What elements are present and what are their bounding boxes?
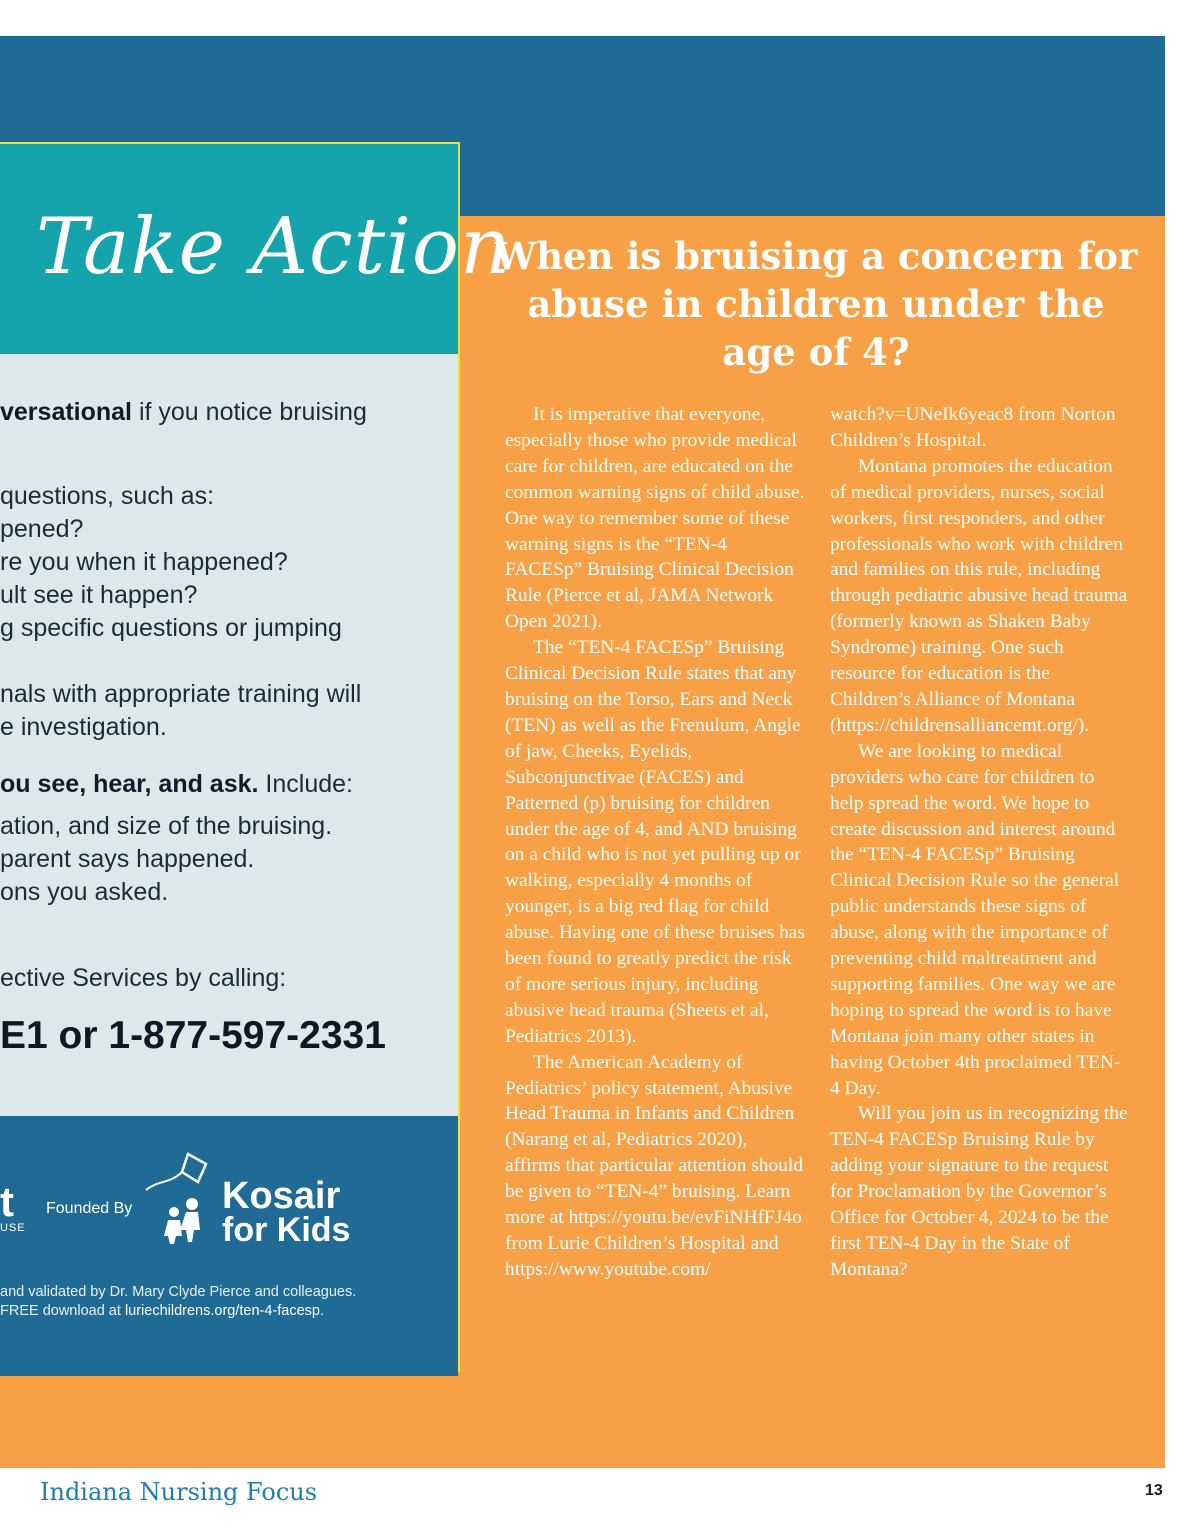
- card-line: ons you asked.: [0, 878, 169, 906]
- kosair-logo-line2: for Kids: [222, 1211, 351, 1249]
- partner-logo-subtext: USE: [0, 1222, 26, 1234]
- article-column-1: [505, 402, 805, 1283]
- article-paragraph: Will you join us in recognizing the TEN-4 FACESp Bruising Rule by adding your signature to the request for Proclamation by the Governor’s Office for October 4, 2024 to be the first TEN-4 Day in the State of Montana?: [830, 1103, 1128, 1280]
- card-line: questions, such as:: [0, 482, 215, 510]
- card-line: ective Services by calling:: [0, 964, 287, 992]
- kosair-logo-line1: Kosair: [222, 1175, 341, 1217]
- download-link[interactable]: luriechildrens.org/ten-4-facesp: [124, 1303, 320, 1319]
- article-column-2: [830, 402, 1130, 1283]
- card-line: pened?: [0, 515, 84, 543]
- card-line: e investigation.: [0, 713, 167, 741]
- card-line: ation, and size of the bruising.: [0, 812, 333, 840]
- publication-name: Indiana Nursing Focus: [40, 1478, 318, 1506]
- article-paragraph: It is imperative that everyone, especially those who provide medical care for children, are educated on the common warning signs of child abuse. One way to remember some of these warning signs is the “TEN-4 FACESp” Bruising Clinical Decision Rule (Pierce et al, JAMA Network Open 2021).: [505, 404, 805, 633]
- card-line: ou see, hear, and ask. Include:: [0, 770, 353, 798]
- kite-children-icon: [140, 1150, 222, 1246]
- footnote-download: FREE download at luriechildrens.org/ten-4-facesp.: [0, 1303, 325, 1319]
- card-title: Take Action: [36, 202, 512, 292]
- partner-logo-partial: t: [0, 1178, 14, 1225]
- article-paragraph: The “TEN-4 FACESp” Bruising Clinical Decision Rule states that any bruising on the Torso, Ears and Neck (TEN) as well as the Frenulum, Angle of jaw, Cheeks, Eyelids, Subconjunctivae (FACES) and Patterned (p) bruising for children under the age of 4, and AND bruising on a child who is not yet pulling up or walking, especially 4 months of younger, is a big red flag for child abuse. Having one of these bruises has been found to greatly predict the risk of more serious injury, including abusive head trauma (Sheets et al, Pediatrics 2013).: [505, 637, 805, 1047]
- page-number: 13: [1145, 1482, 1163, 1499]
- footnote-validation: and validated by Dr. Mary Clyde Pierce and colleagues.: [0, 1284, 357, 1300]
- card-line: nals with appropriate training will: [0, 680, 362, 708]
- article-title: When is bruising a concern for abuse in children under the age of 4?: [494, 234, 1138, 374]
- hotline-phone-number: E1 or 1-877-597-2331: [0, 1014, 386, 1057]
- card-line: parent says happened.: [0, 845, 255, 873]
- article-paragraph: The American Academy of Pediatrics’ policy statement, Abusive Head Trauma in Infants and Children (Narang et al, Pediatrics 2020), affirms that particular attention should be given to “TEN-4” bruising. Learn more at https://youtu.be/evFiNHfFJ4o from Lurie Children’s Hospital and https://www.youtube.com/: [505, 1051, 803, 1280]
- article-paragraph: We are looking to medical providers who care for children to help spread the word. We hope to create discussion and interest around the “TEN-4 FACESp” Bruising Clinical Decision Rule so the general public understands these signs of abuse, along with the importance of preventing child maltreatment and supporting families. One way we are hoping to spread the word is to have Montana join many other states in having October 4th proclaimed TEN-4 Day.: [830, 740, 1121, 1099]
- card-line: ult see it happen?: [0, 581, 198, 609]
- article-paragraph: Montana promotes the education of medical providers, nurses, social workers, first responders, and other professionals who work with children and families on this rule, including through pediatric abusive head trauma (formerly known as Shaken Baby Syndrome) training. One such resource for education is the Children’s Alliance of Montana (https://childrensalliancemt.org/).: [830, 455, 1128, 736]
- card-line: versational if you notice bruising: [0, 398, 367, 426]
- card-line: re you when it happened?: [0, 548, 288, 576]
- founded-by-label: Founded By: [46, 1200, 133, 1217]
- article-paragraph: watch?v=UNeIk6yeac8 from Norton Children’s Hospital.: [830, 404, 1116, 451]
- card-line: g specific questions or jumping: [0, 614, 342, 642]
